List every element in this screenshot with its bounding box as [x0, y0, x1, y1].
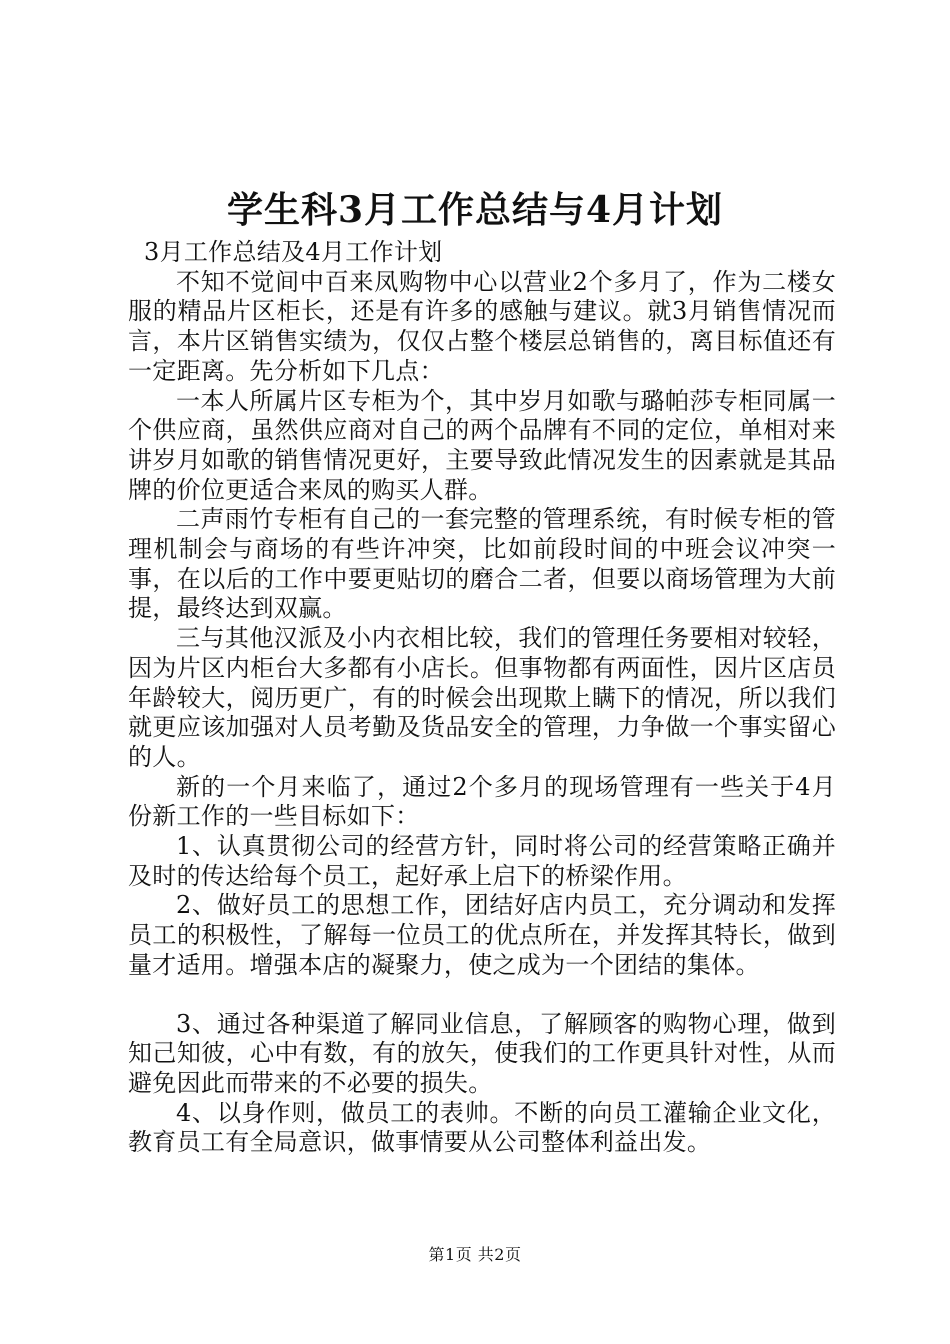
document-subheading: 3月工作总结及4月工作计划: [144, 238, 443, 266]
paragraph-intro: 不知不觉间中百来凤购物中心以营业2个多月了，作为二楼女服的精品片区柜长，还是有许多的感触与建议。就3月销售情况而言，本片区销售实绩为，仅仅占整个楼层总销售的，离目标值还有一定距离。先分析如下几点：: [128, 267, 836, 385]
paragraph-point-two: 二声雨竹专柜有自己的一套完整的管理系统，有时候专柜的管理机制会与商场的有些许冲突，比如前段时间的中班会议冲突一事，在以后的工作中要更贴切的磨合二者，但要以商场管理为大前提，最终达到双赢。: [128, 505, 836, 623]
paragraph-goal-1: 1、认真贯彻公司的经营方针，同时将公司的经营策略正确并及时的传达给每个员工，起好承上启下的桥梁作用。: [128, 832, 836, 890]
document-title: 学生科3月工作总结与4月计划: [226, 189, 724, 231]
paragraph-goal-2: 2、做好员工的思想工作，团结好店内员工，充分调动和发挥员工的积极性，了解每一位员工的优点所在，并发挥其特长，做到量才适用。增强本店的凝聚力，使之成为一个团结的集体。: [128, 891, 836, 979]
paragraph-goal-4: 4、以身作则，做员工的表帅。不断的向员工灌输企业文化，教育员工有全局意识，做事情要从公司整体利益出发。: [128, 1098, 836, 1157]
paragraph-point-one: 一本人所属片区专柜为个，其中岁月如歌与璐帕莎专柜同属一个供应商，虽然供应商对自己的两个品牌有不同的定位，单相对来讲岁月如歌的销售情况更好，主要导致此情况发生的因素就是其品牌的价位更适合来凤的购买人群。: [128, 386, 836, 504]
document-body: [128, 238, 836, 1158]
paragraph-point-three: 三与其他汉派及小内衣相比较，我们的管理任务要相对较轻，因为片区内柜台大多都有小店长。但事物都有两面性，因片区店员年龄较大，阅历更广，有的时候会出现欺上瞒下的情况，所以我们就更应该加强对人员考勤及货品安全的管理，力争做一个事实留心的人。: [128, 624, 836, 771]
page-number-footer: 第1页 共2页: [428, 1245, 522, 1264]
paragraph-goal-3: 3、通过各种渠道了解同业信息，了解顾客的购物心理，做到知己知彼，心中有数，有的放矢，使我们的工作更具针对性，从而避免因此而带来的不必要的损失。: [128, 1009, 836, 1097]
paragraph-spacer: [128, 981, 836, 1010]
paragraph-april-goals-intro: 新的一个月来临了，通过2个多月的现场管理有一些关于4月份新工作的一些目标如下：: [128, 772, 836, 831]
